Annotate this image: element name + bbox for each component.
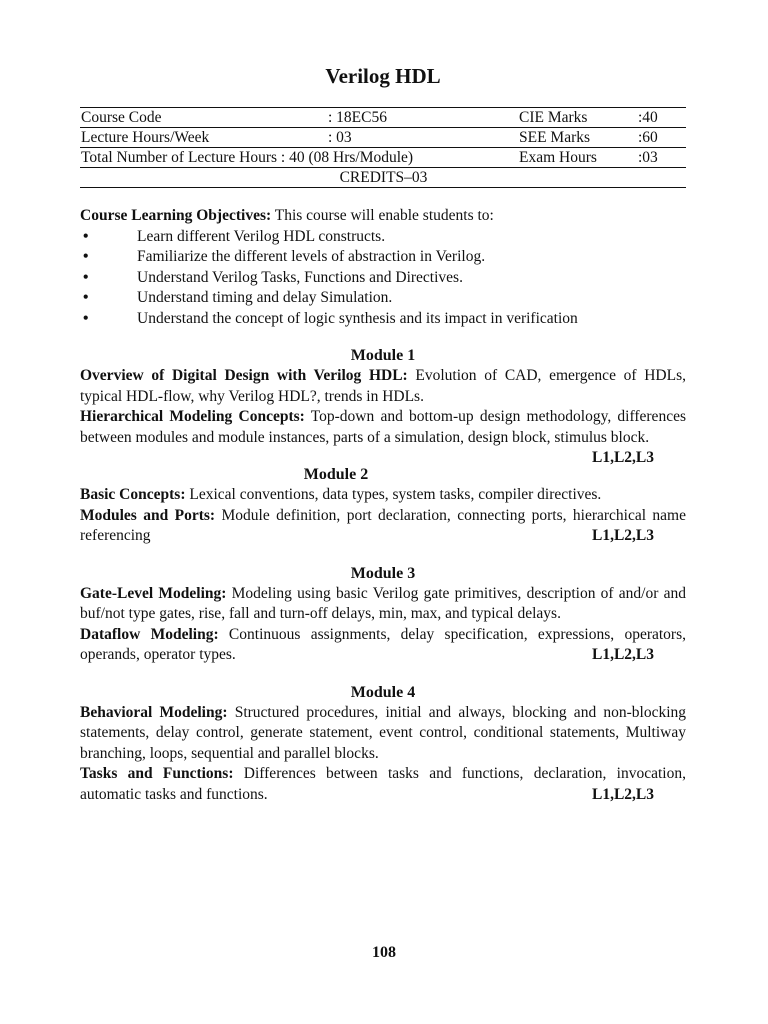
module-title: Module 2	[303, 466, 369, 483]
table-cell: : 18EC56	[327, 108, 518, 128]
topic-text: Lexical conventions, data types, system tasks, compiler directives.	[185, 486, 602, 503]
bullet-icon: •	[83, 268, 89, 286]
table-cell: Exam Hours	[518, 148, 637, 168]
list-item-text: Familiarize the different levels of abstraction in Verilog.	[137, 248, 486, 265]
level-label: L1,L2,L3	[591, 785, 654, 803]
table-cell: :03	[637, 148, 686, 168]
table-row	[80, 168, 686, 188]
table-cell: :40	[637, 108, 686, 128]
module-paragraph	[80, 485, 686, 506]
table-row	[80, 148, 686, 168]
topic-heading: Gate-Level Modeling:	[80, 584, 227, 602]
table-cell: Course Code	[80, 108, 327, 128]
objectives-list	[80, 227, 686, 330]
table-row	[80, 108, 686, 128]
list-item	[80, 309, 686, 330]
page-number: 108	[372, 944, 396, 961]
module-1	[80, 347, 686, 466]
table-row	[80, 128, 686, 148]
topic-heading: Basic Concepts:	[80, 486, 186, 503]
course-info-table	[80, 107, 686, 188]
table-cell: Total Number of Lecture Hours : 40 (08 Hrs/Module)	[80, 148, 518, 168]
topic-heading: Tasks and Functions:	[80, 765, 234, 782]
objectives-heading: Course Learning Objectives:	[80, 207, 272, 224]
module-title: Module 3	[350, 564, 416, 582]
list-item-text: Understand timing and delay Simulation.	[137, 289, 393, 306]
topic-text: Continuous assignments, delay specification, expressions, operators, operands, operator types.	[80, 625, 686, 663]
module-paragraph	[80, 506, 686, 547]
module-2	[80, 466, 686, 547]
topic-text: Evolution of CAD, emergence of HDLs, typical HDL-flow, why Verilog HDL?, trends in HDLs.	[80, 367, 686, 405]
table-cell: Lecture Hours/Week	[80, 128, 327, 148]
page-title: Verilog HDL	[325, 64, 441, 88]
table-cell: CIE Marks	[518, 108, 637, 128]
list-item-text: Learn different Verilog HDL constructs.	[137, 227, 386, 245]
topic-heading: Hierarchical Modeling Concepts:	[80, 408, 305, 425]
module-title: Module 1	[350, 347, 416, 364]
module-paragraph	[80, 764, 686, 805]
module-title: Module 4	[350, 683, 416, 701]
module-paragraph	[80, 584, 686, 625]
module-paragraph	[80, 407, 686, 466]
level-label: L1,L2,L3	[591, 527, 654, 544]
module-paragraph	[80, 625, 686, 666]
objectives-lead	[80, 206, 686, 227]
list-item-text: Understand Verilog Tasks, Functions and Directives.	[137, 268, 463, 286]
objectives-intro: This course will enable students to:	[271, 207, 494, 224]
module-paragraph	[80, 703, 686, 765]
learning-objectives	[80, 206, 686, 329]
topic-text: Structured procedures, initial and always, blocking and non-blocking statements, delay control, generate statement, event control, conditional statements, Multiway branching, loops, sequential and parallel blocks.	[80, 703, 687, 762]
table-cell: SEE Marks	[518, 128, 637, 148]
topic-text: Modeling using basic Verilog gate primitives, description of and/or and buf/not type gates, rise, fall and turn-off delays, min, max, and typical delays.	[80, 584, 686, 622]
bullet-icon: •	[83, 289, 89, 306]
topic-text: Differences between tasks and functions, declaration, invocation, automatic tasks and functions.	[80, 765, 686, 803]
bullet-icon: •	[83, 309, 89, 327]
level-label: L1,L2,L3	[591, 646, 654, 663]
topic-text: Top-down and bottom-up design methodology, differences between modules and module instances, parts of a simulation, design block, stimulus block.	[80, 408, 686, 446]
topic-heading: Overview of Digital Design with Verilog HDL:	[80, 367, 408, 384]
module-3	[80, 565, 686, 666]
topic-heading: Behavioral Modeling:	[80, 703, 228, 721]
list-item	[80, 268, 686, 289]
credits-cell: CREDITS–03	[339, 169, 428, 186]
topic-heading: Modules and Ports:	[80, 506, 216, 524]
bullet-icon: •	[83, 227, 89, 245]
table-cell: :60	[637, 128, 686, 148]
level-label: L1,L2,L3	[591, 449, 654, 466]
syllabus-page	[80, 60, 686, 805]
topic-heading: Dataflow Modeling:	[80, 625, 219, 643]
list-item-text: Understand the concept of logic synthesis and its impact in verification	[137, 309, 578, 327]
topic-text: Module definition, port declaration, connecting ports, hierarchical name referencing	[80, 506, 686, 544]
module-paragraph	[80, 366, 686, 407]
bullet-icon: •	[83, 248, 89, 265]
table-cell: : 03	[327, 128, 518, 148]
module-4	[80, 684, 686, 806]
list-item	[80, 288, 686, 309]
list-item	[80, 247, 686, 268]
list-item	[80, 227, 686, 248]
